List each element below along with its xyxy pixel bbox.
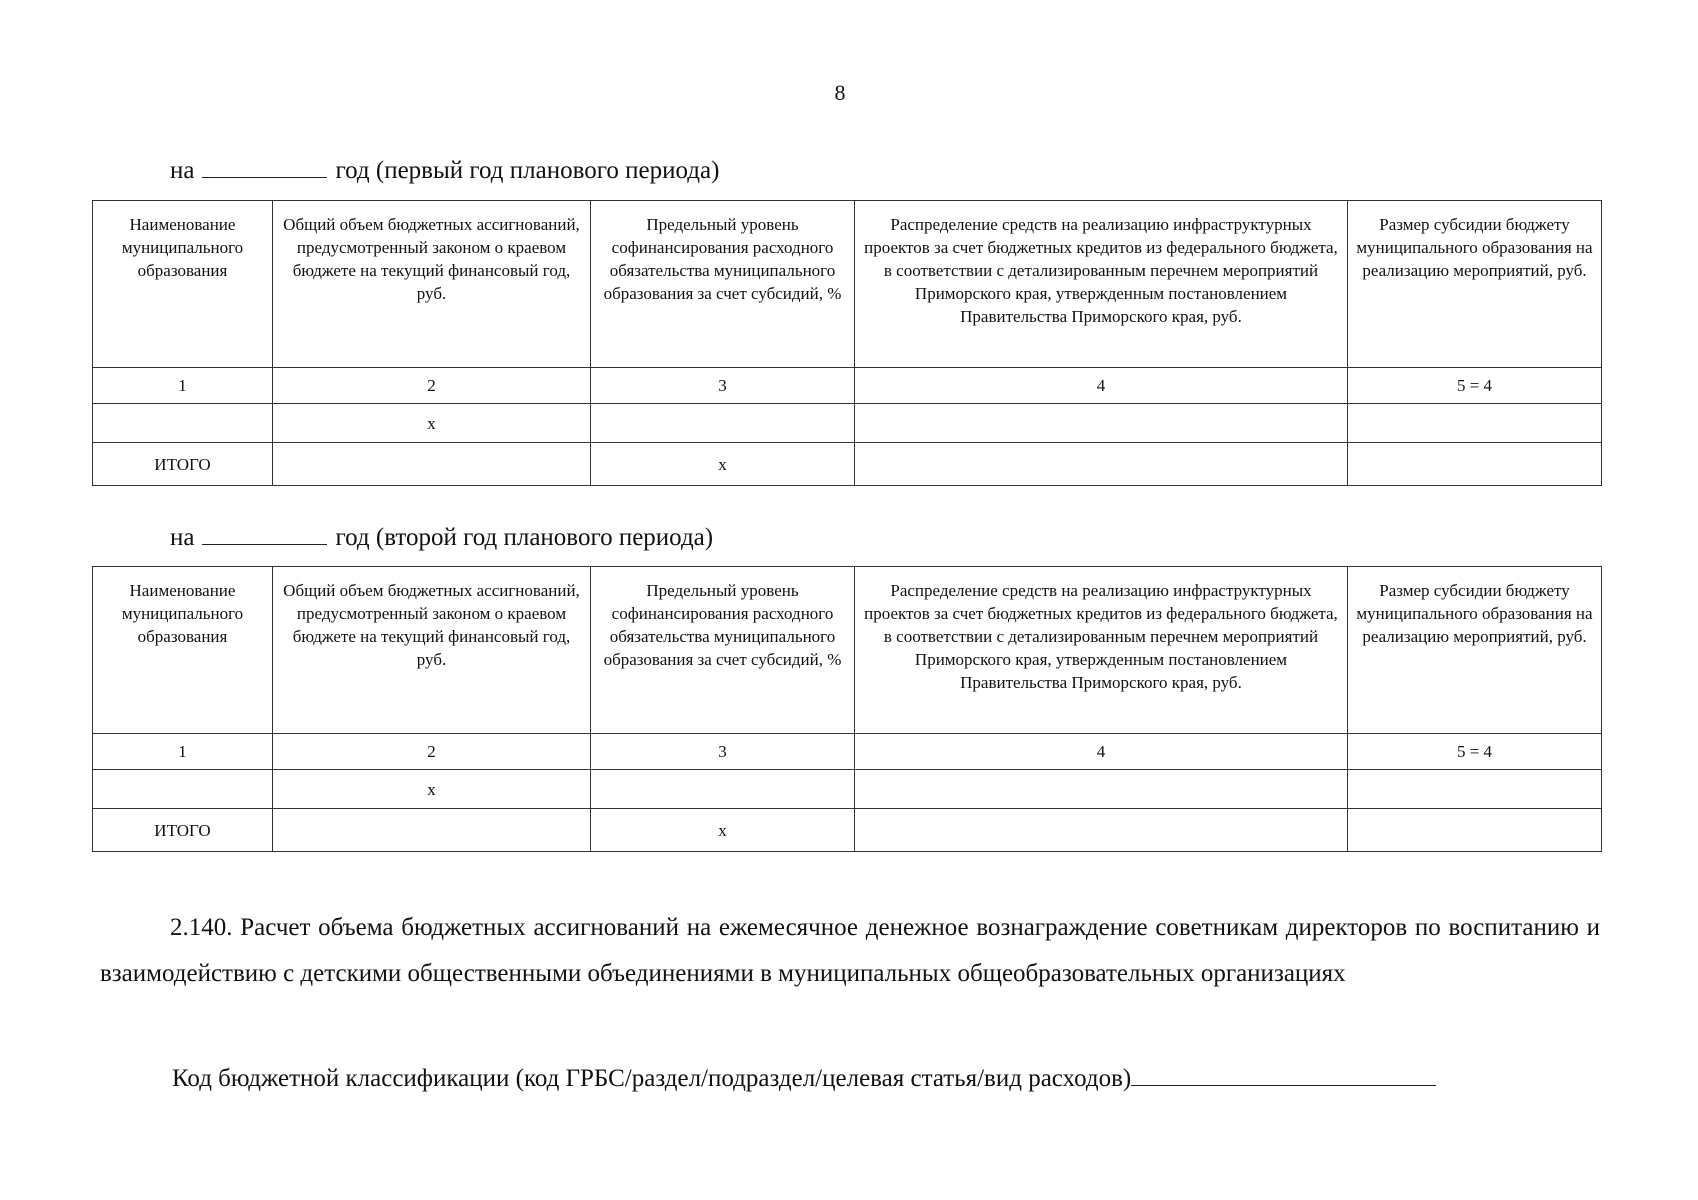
table-cell: x: [273, 404, 591, 443]
column-number-row: [93, 734, 1602, 770]
table-header-row: [93, 567, 1602, 734]
header-cell: Предельный уровень софинансирования расходного обязательства муниципального образования за счет субсидий, %: [591, 201, 855, 368]
column-number: 5 = 4: [1348, 368, 1602, 404]
header-cell: Общий объем бюджетных ассигнований, предусмотренный законом о краевом бюджете на текущий финансовый год, руб.: [273, 201, 591, 368]
header-cell: Размер субсидии бюджету муниципального образования на реализацию мероприятий, руб.: [1348, 567, 1602, 734]
header-cell: Наименование муниципального образования: [93, 201, 273, 368]
table-cell: [93, 404, 273, 443]
column-number: 4: [855, 734, 1348, 770]
table-cell: [1348, 770, 1602, 809]
total-label: ИТОГО: [93, 443, 273, 486]
heading-suffix: год (первый год планового периода): [335, 157, 720, 184]
column-number: 1: [93, 734, 273, 770]
heading-suffix: год (второй год планового периода): [335, 524, 714, 551]
column-number: 1: [93, 368, 273, 404]
page-number: 8: [834, 80, 846, 105]
budget-classification-code: [172, 1065, 1436, 1093]
column-number: 3: [591, 734, 855, 770]
heading-prefix: на: [170, 524, 195, 551]
total-cell: [855, 443, 1348, 486]
table-heading-first-year: [170, 155, 719, 185]
header-cell: Распределение средств на реализацию инфраструктурных проектов за счет бюджетных кредитов из федерального бюджета, в соответствии с детализированным перечнем мероприятий Приморского края, утвержденным постановлением Правительства Приморского края, руб.: [855, 567, 1348, 734]
table-cell: [855, 404, 1348, 443]
column-number: 2: [273, 368, 591, 404]
kbk-label: Код бюджетной классификации (код ГРБС/раздел/подраздел/целевая статья/вид расходов): [172, 1065, 1132, 1092]
table-heading-second-year: [170, 522, 713, 552]
total-cell: [1348, 443, 1602, 486]
heading-prefix: на: [170, 157, 195, 184]
section-paragraph: 2.140. Расчет объема бюджетных ассигнований на ежемесячное денежное вознаграждение советникам директоров по воспитанию и взаимодействию с детскими общественными объединениями в муниципальных общеобразовательных организациях: [100, 914, 1600, 987]
header-cell: Общий объем бюджетных ассигнований, предусмотренный законом о краевом бюджете на текущий финансовый год, руб.: [273, 567, 591, 734]
year-blank: [202, 522, 327, 545]
total-cell: x: [591, 809, 855, 852]
subsidy-table-second-year: [92, 566, 1602, 852]
kbk-blank: [1131, 1065, 1436, 1086]
total-row: [93, 443, 1602, 486]
year-blank: [202, 155, 327, 178]
table-row: [93, 404, 1602, 443]
total-cell: [1348, 809, 1602, 852]
header-cell: Предельный уровень софинансирования расходного обязательства муниципального образования за счет субсидий, %: [591, 567, 855, 734]
header-cell: Распределение средств на реализацию инфраструктурных проектов за счет бюджетных кредитов из федерального бюджета, в соответствии с детализированным перечнем мероприятий Приморского края, утвержденным постановлением Правительства Приморского края, руб.: [855, 201, 1348, 368]
table-cell: [591, 770, 855, 809]
column-number: 4: [855, 368, 1348, 404]
table-cell: [591, 404, 855, 443]
total-cell: [273, 809, 591, 852]
table-row: [93, 770, 1602, 809]
total-cell: [855, 809, 1348, 852]
table-cell: [855, 770, 1348, 809]
table-header-row: [93, 201, 1602, 368]
column-number: 2: [273, 734, 591, 770]
total-row: [93, 809, 1602, 852]
total-cell: [273, 443, 591, 486]
column-number-row: [93, 368, 1602, 404]
subsidy-table-first-year: [92, 200, 1602, 486]
total-cell: x: [591, 443, 855, 486]
header-cell: Наименование муниципального образования: [93, 567, 273, 734]
table-cell: [1348, 404, 1602, 443]
table-cell: [93, 770, 273, 809]
total-label: ИТОГО: [93, 809, 273, 852]
column-number: 3: [591, 368, 855, 404]
header-cell: Размер субсидии бюджету муниципального образования на реализацию мероприятий, руб.: [1348, 201, 1602, 368]
table-cell: x: [273, 770, 591, 809]
column-number: 5 = 4: [1348, 734, 1602, 770]
